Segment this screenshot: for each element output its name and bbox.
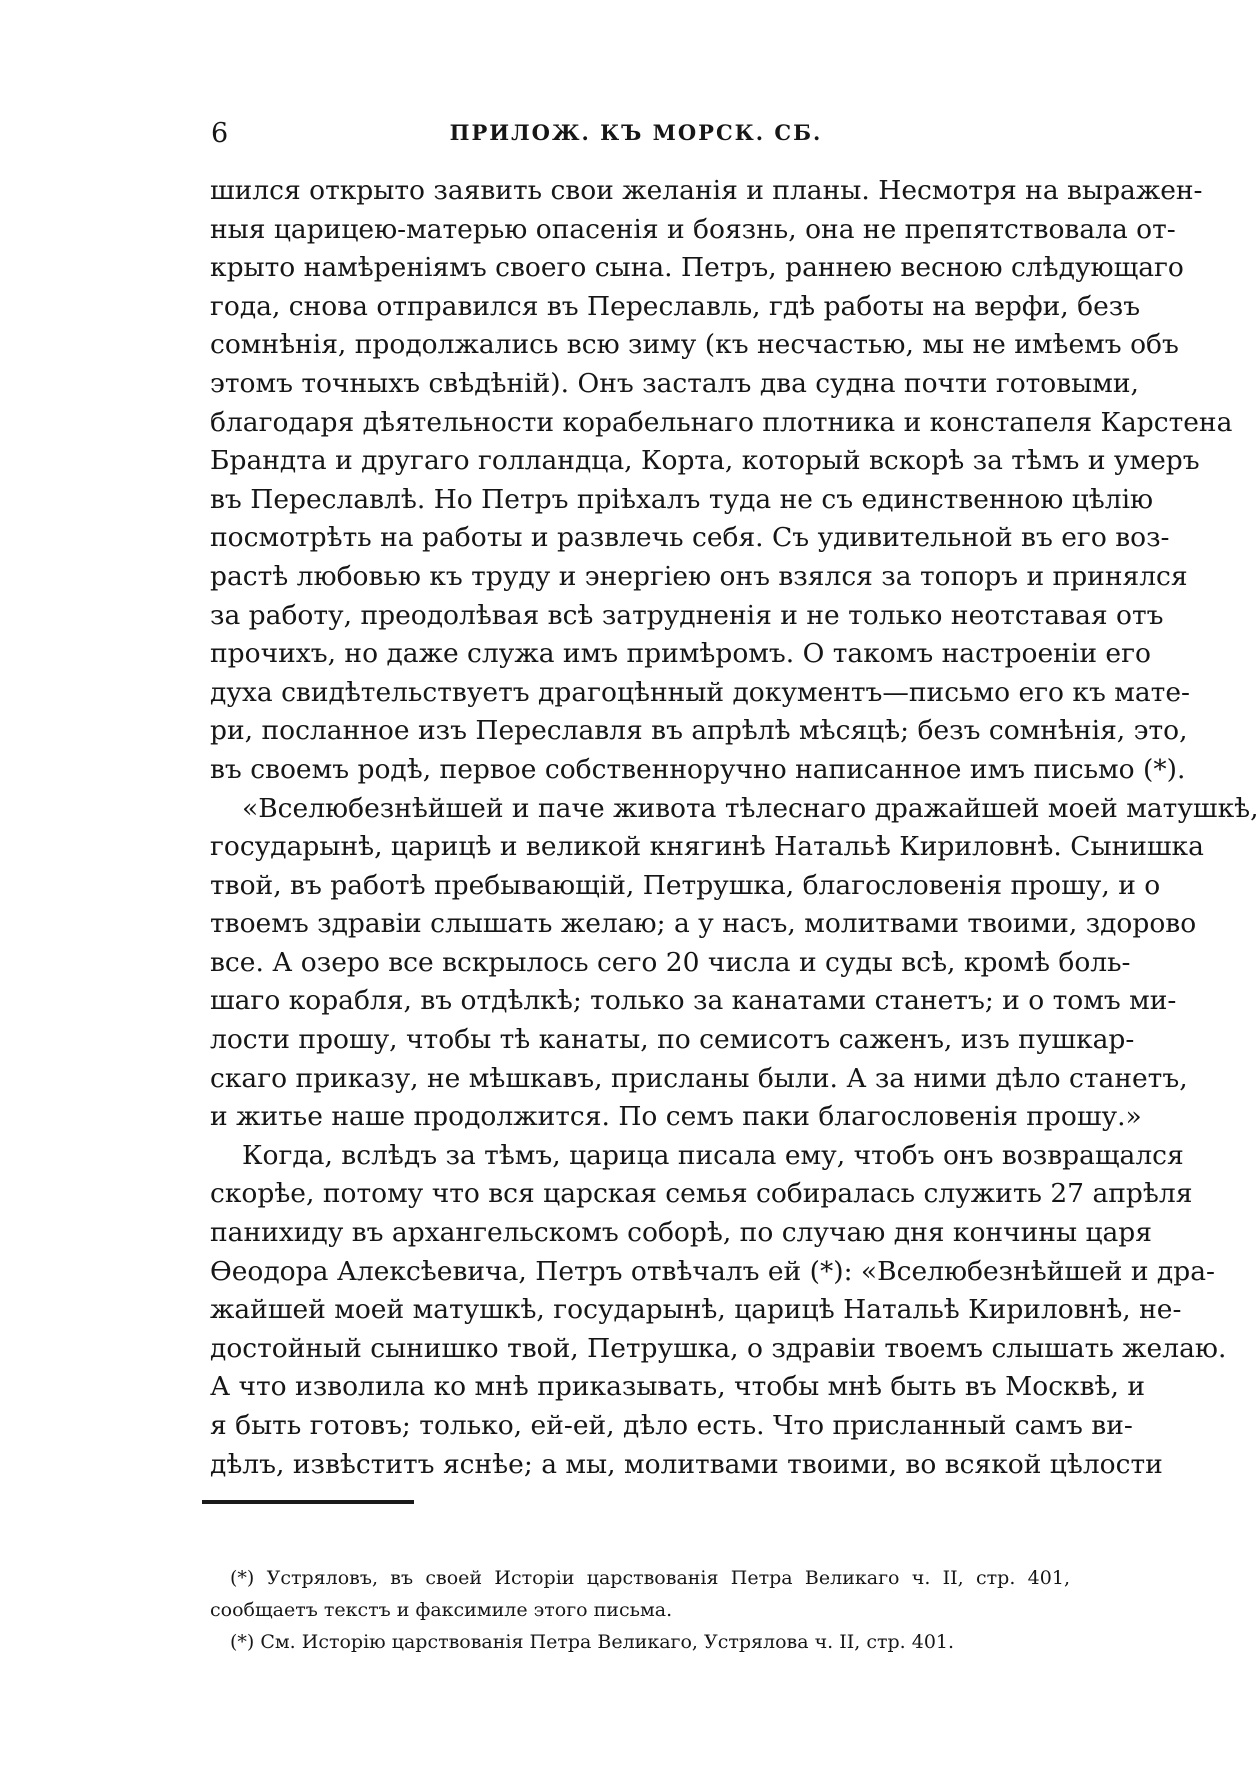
text-line: все. А озеро все вскрылось сего 20 числа и суды всѣ, кромѣ боль- (210, 946, 1131, 978)
text-line: сомнѣнія, продолжались всю зиму (къ несчастью, мы не имѣемъ объ (210, 329, 1179, 361)
text-line: Ѳеодора Алексѣевича, Петръ отвѣчалъ ей (*): «Вселюбезнѣйшей и дра- (210, 1255, 1215, 1287)
text-line: я быть готовъ; только, ей-ей, дѣло есть. Что присланный самъ ви- (210, 1410, 1133, 1441)
text-line: растѣ любовью къ труду и энергіею онъ взялся за топоръ и принялся (210, 560, 1188, 592)
text-line: ри, посланное изъ Переславля въ апрѣлѣ мѣсяцѣ; безъ сомнѣнія, это, (210, 715, 1188, 747)
text-line: жайшей моей матушкѣ, государынѣ, царицѣ Натальѣ Кириловнѣ, не- (210, 1294, 1182, 1326)
text-line: ныя царицею-матерью опасенія и боязнь, она не препятствовала от- (210, 213, 1176, 245)
text-line: въ своемъ родѣ, первое собственноручно написанное имъ письмо (*). (210, 753, 1186, 785)
text-line: дѣлъ, извѣститъ яснѣе; а мы, молитвами твоими, во всякой цѣлости (210, 1448, 1163, 1480)
footnote-1-line: сообщаетъ текстъ и факсимиле этого письма. (210, 1599, 673, 1621)
text-line: А что изволила ко мнѣ приказывать, чтобы мнѣ быть въ Москвѣ, и (210, 1371, 1146, 1403)
footnotes (210, 1562, 1070, 1658)
text-line: года, снова отправился въ Переславль, гдѣ работы на верфи, безъ (210, 290, 1141, 322)
text-line: въ Переславлѣ. Но Петръ пріѣхалъ туда не съ единственною цѣлію (210, 483, 1154, 515)
running-title: ПРИЛОЖ. КЪ МОРСК. СБ. (449, 120, 823, 145)
text-line: крыто намѣреніямъ своего сына. Петръ, раннею весною слѣдующаго (210, 252, 1184, 284)
text-line: прочихъ, но даже служа имъ примѣромъ. О такомъ настроеніи его (210, 638, 1151, 670)
text-line: твоемъ здравіи слышать желаю; а у насъ, молитвами твоими, здорово (210, 908, 1197, 940)
footnote-divider (202, 1500, 414, 1504)
text-line: скорѣе, потому что вся царская семья собиралась служить 27 апрѣля (210, 1178, 1193, 1210)
text-line: шаго корабля, въ отдѣлкѣ; только за канатами станетъ; и о томъ ми- (210, 985, 1177, 1017)
paragraph-2-letter (210, 790, 1259, 1137)
text-line: шился открыто заявить свои желанія и планы. Несмотря на выражен- (210, 175, 1203, 206)
text-line: государынѣ, царицѣ и великой княгинѣ Натальѣ Кириловнѣ. Сынишка (210, 831, 1204, 863)
page-number: 6 (211, 118, 229, 149)
text-line: «Вселюбезнѣйшей и паче живота тѣлеснаго дражайшей моей матушкѣ, (242, 792, 1259, 824)
paragraph-3 (210, 1137, 1227, 1484)
text-line: Брандта и другаго голландца, Корта, который вскорѣ за тѣмъ и умеръ (210, 445, 1200, 477)
text-line: духа свидѣтельствуетъ драгоцѣнный документъ—письмо его къ мате- (210, 676, 1190, 708)
text-line: благодаря дѣятельности корабельнаго плотника и констапеля Карстена (210, 406, 1233, 438)
footnote-2-line: (*) См. Исторію царствованія Петра Великаго, Устрялова ч. II, стр. 401. (230, 1631, 955, 1653)
paragraph-1 (210, 172, 1233, 790)
text-line: панихиду въ архангельскомъ соборѣ, по случаю дня кончины царя (210, 1217, 1152, 1249)
page-header (206, 118, 1066, 158)
text-line: скаго приказу, не мѣшкавъ, присланы были. А за ними дѣло станетъ, (210, 1062, 1188, 1094)
text-line: посмотрѣть на работы и развлечь себя. Съ удивительной въ его воз- (210, 522, 1170, 554)
text-line: достойный сынишко твой, Петрушка, о здравіи твоемъ слышать желаю. (210, 1332, 1227, 1364)
text-line: за работу, преодолѣвая всѣ затрудненія и не только неотставая отъ (210, 599, 1164, 631)
footnote-1-line: (*) Устряловъ, въ своей Исторіи царствованія Петра Великаго ч. II, стр. 401, (230, 1567, 1070, 1589)
text-line: Когда, вслѣдъ за тѣмъ, царица писала ему, чтобъ онъ возвращался (242, 1139, 1184, 1171)
text-line: лости прошу, чтобы тѣ канаты, по семисотъ саженъ, изъ пушкар- (210, 1024, 1135, 1056)
text-line: и житье наше продолжится. По семъ паки благословенія прошу.» (210, 1101, 1142, 1133)
text-line: этомъ точныхъ свѣдѣній). Онъ засталъ два судна почти готовыми, (210, 367, 1139, 399)
text-line: твой, въ работѣ пребывающій, Петрушка, благословенія прошу, и о (210, 869, 1161, 901)
body-text (210, 172, 1259, 1484)
